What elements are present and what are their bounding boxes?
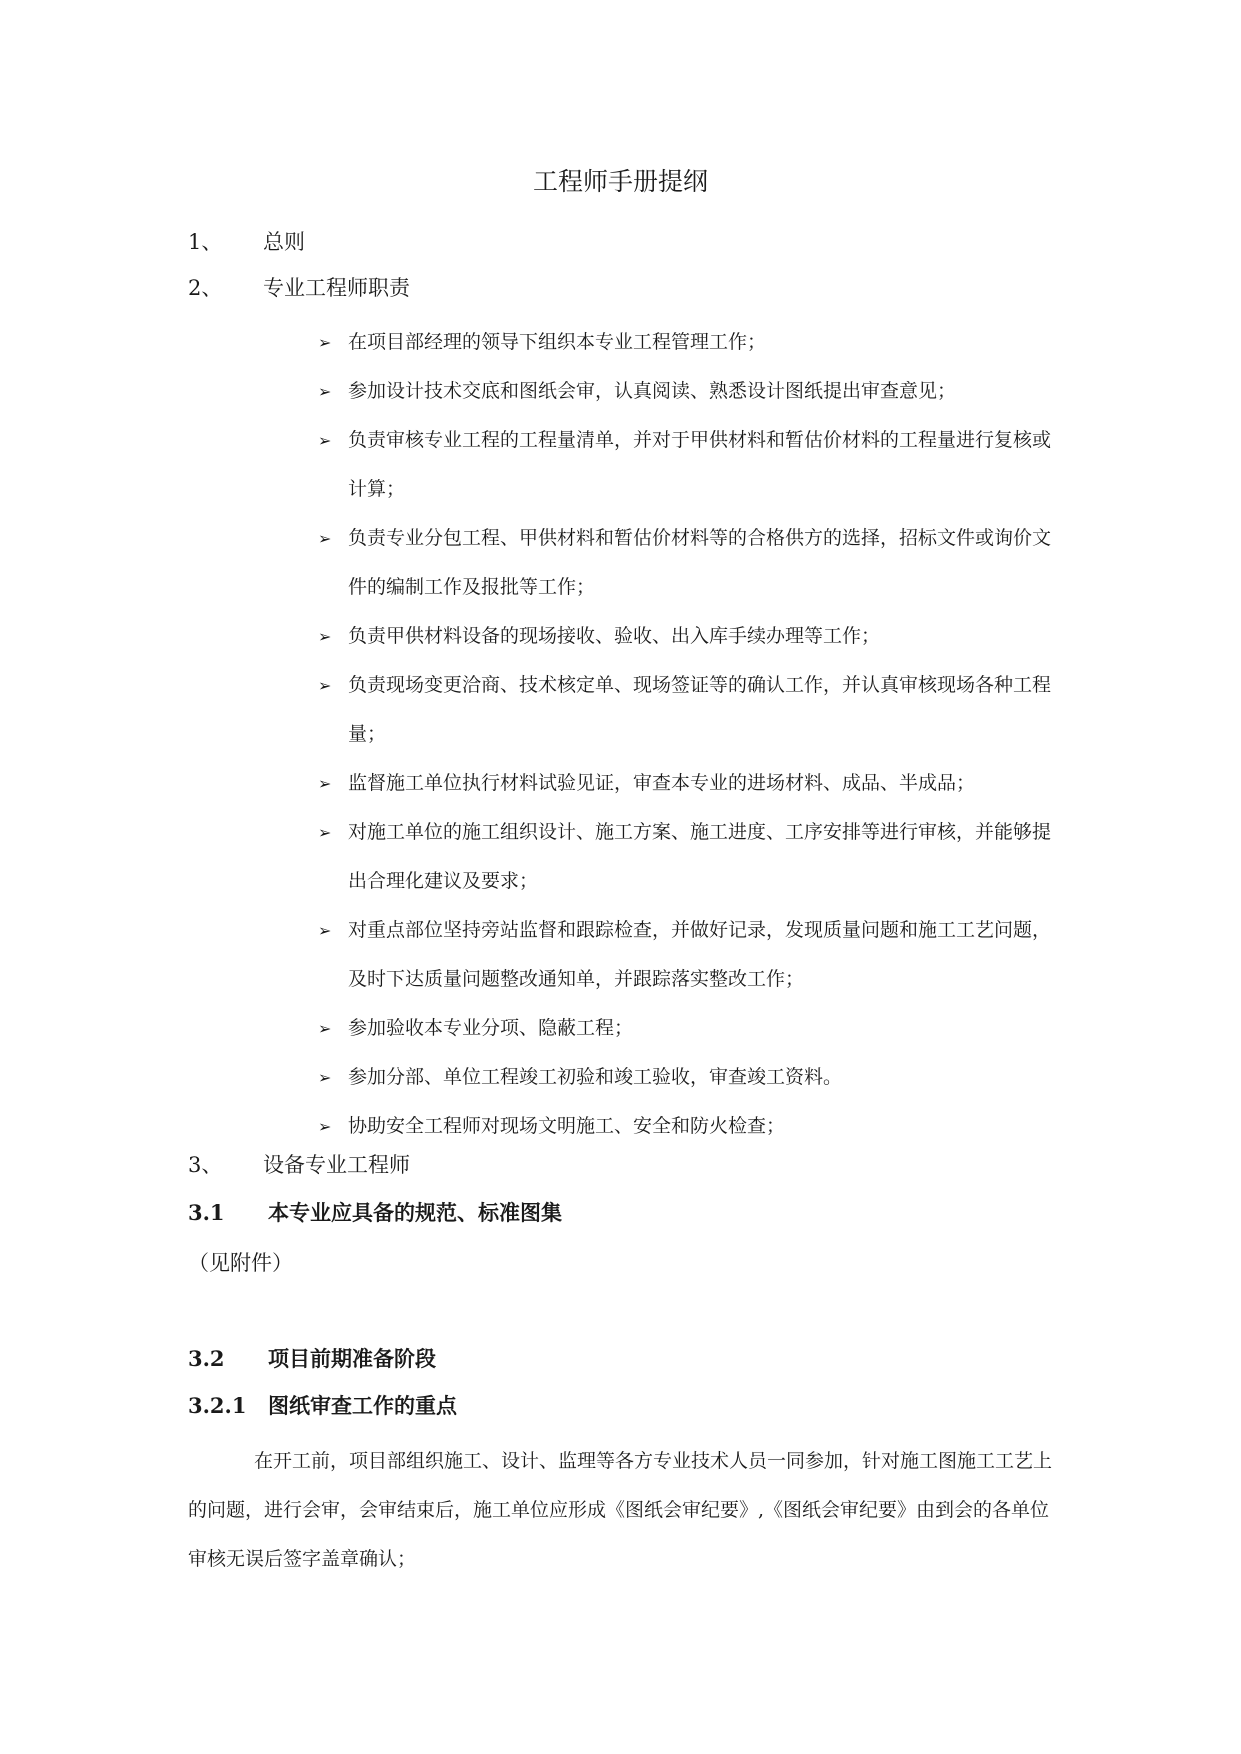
list-item-text: 参加设计技术交底和图纸会审，认真阅读、熟悉设计图纸提出审查意见； <box>348 380 957 402</box>
duties-list <box>318 318 1058 1151</box>
heading-number: 3.2.1 <box>188 1393 247 1418</box>
arrow-bullet-icon: ➢ <box>318 774 332 793</box>
list-item-text: 对施工单位的施工组织设计、施工方案、施工进度、工序安排等进行审核，并能够提出合理化建议及要求； <box>348 821 1052 892</box>
heading-number: 3.2 <box>188 1346 225 1371</box>
list-item <box>318 1102 1058 1151</box>
list-item-text: 负责现场变更洽商、技术核定单、现场签证等的确认工作，并认真审核现场各种工程量； <box>348 674 1052 745</box>
heading-label: 本专业应具备的规范、标准图集 <box>268 1200 562 1225</box>
list-item-text: 参加验收本专业分项、隐蔽工程； <box>348 1017 634 1039</box>
list-item-text: 对重点部位坚持旁站监督和跟踪检查，并做好记录，发现质量问题和施工工艺问题，及时下达质量问题整改通知单，并跟踪落实整改工作； <box>348 919 1052 990</box>
list-item <box>318 416 1058 514</box>
list-item <box>318 759 1058 808</box>
arrow-bullet-icon: ➢ <box>318 529 332 548</box>
arrow-bullet-icon: ➢ <box>318 676 332 695</box>
arrow-bullet-icon: ➢ <box>318 333 332 352</box>
section-3 <box>188 1147 410 1183</box>
heading-3-1 <box>188 1195 562 1231</box>
list-item-text: 协助安全工程师对现场文明施工、安全和防火检查； <box>348 1115 786 1137</box>
section-1 <box>188 224 305 260</box>
arrow-bullet-icon: ➢ <box>318 921 332 940</box>
heading-number: 3.1 <box>188 1200 225 1225</box>
section-number: 1、 <box>188 230 223 254</box>
arrow-bullet-icon: ➢ <box>318 823 332 842</box>
list-item-text: 在项目部经理的领导下组织本专业工程管理工作； <box>348 331 767 353</box>
list-item <box>318 1004 1058 1053</box>
list-item <box>318 1053 1058 1102</box>
arrow-bullet-icon: ➢ <box>318 1019 332 1038</box>
document-title: 工程师手册提纲 <box>532 167 708 196</box>
arrow-bullet-icon: ➢ <box>318 382 332 401</box>
section-label: 专业工程师职责 <box>263 276 410 300</box>
body-paragraph: 在开工前，项目部组织施工、设计、监理等各方专业技术人员一同参加，针对施工图施工工艺上的问题，进行会审，会审结束后，施工单位应形成《图纸会审纪要》,《图纸会审纪要》由到会的各单位审核无误后签字盖章确认； <box>188 1450 1053 1570</box>
list-item <box>318 661 1058 759</box>
heading-3-2-1 <box>188 1388 457 1424</box>
heading-label: 图纸审查工作的重点 <box>268 1393 457 1418</box>
list-item-text: 负责甲供材料设备的现场接收、验收、出入库手续办理等工作； <box>348 625 881 647</box>
arrow-bullet-icon: ➢ <box>318 1068 332 1087</box>
list-item-text: 参加分部、单位工程竣工初验和竣工验收，审查竣工资料。 <box>348 1066 843 1088</box>
list-item <box>318 367 1058 416</box>
section-label: 设备专业工程师 <box>263 1153 410 1177</box>
list-item-text: 监督施工单位执行材料试验见证，审查本专业的进场材料、成品、半成品； <box>348 772 976 794</box>
section-label: 总则 <box>263 230 305 254</box>
list-item <box>318 808 1058 906</box>
section-number: 3、 <box>188 1153 223 1177</box>
section-number: 2、 <box>188 276 223 300</box>
section-2 <box>188 270 410 306</box>
appendix-note: （见附件） <box>188 1251 293 1275</box>
arrow-bullet-icon: ➢ <box>318 1117 332 1136</box>
list-item-text: 负责专业分包工程、甲供材料和暂估价材料等的合格供方的选择，招标文件或询价文件的编制工作及报批等工作； <box>348 527 1052 598</box>
heading-3-2 <box>188 1341 436 1377</box>
list-item <box>318 318 1058 367</box>
list-item-text: 负责审核专业工程的工程量清单，并对于甲供材料和暂估价材料的工程量进行复核或计算； <box>348 429 1052 500</box>
list-item <box>318 514 1058 612</box>
heading-label: 项目前期准备阶段 <box>268 1346 436 1371</box>
arrow-bullet-icon: ➢ <box>318 627 332 646</box>
arrow-bullet-icon: ➢ <box>318 431 332 450</box>
list-item <box>318 906 1058 1004</box>
list-item <box>318 612 1058 661</box>
